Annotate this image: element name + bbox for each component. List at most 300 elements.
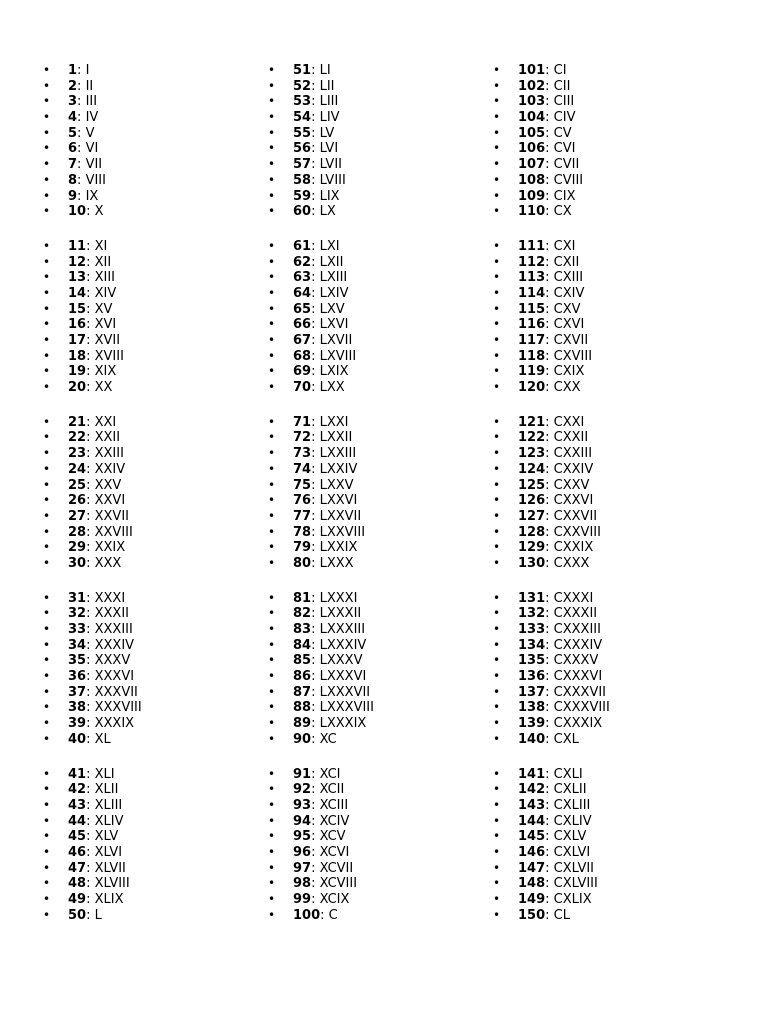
roman-numeral: CXXIV: [553, 461, 594, 477]
separator: :: [86, 876, 95, 892]
bullet-icon: •: [493, 907, 501, 922]
arabic-number: 55: [293, 125, 312, 141]
roman-numeral: C: [328, 907, 338, 923]
bullet-icon: •: [493, 78, 501, 93]
list-item: [268, 317, 488, 333]
roman-numeral: XXVIII: [94, 524, 133, 540]
arabic-number: 53: [293, 94, 312, 110]
list-item: [493, 415, 713, 431]
roman-numeral: XXI: [94, 414, 117, 430]
separator: :: [86, 254, 95, 270]
separator: :: [545, 461, 554, 477]
roman-numeral: XCVIII: [319, 876, 358, 892]
arabic-number: 10: [68, 204, 87, 220]
bullet-icon: •: [268, 782, 276, 797]
list-group: [43, 591, 263, 748]
arabic-number: 150: [518, 907, 546, 923]
bullet-icon: •: [493, 766, 501, 781]
list-item: [268, 798, 488, 814]
list-item: [493, 333, 713, 349]
arabic-number: 130: [518, 555, 546, 571]
separator: :: [545, 716, 554, 732]
separator: :: [545, 782, 554, 798]
roman-numeral: XIX: [94, 364, 117, 380]
roman-numeral: XV: [94, 301, 113, 317]
arabic-number: 138: [518, 700, 546, 716]
list-item: [493, 462, 713, 478]
separator: :: [545, 270, 554, 286]
bullet-icon: •: [43, 172, 51, 187]
arabic-number: 69: [293, 364, 312, 380]
list-item: [493, 270, 713, 286]
bullet-icon: •: [268, 716, 276, 731]
roman-numeral: CXLII: [553, 782, 587, 798]
list-item: [493, 700, 713, 716]
bullet-icon: •: [493, 285, 501, 300]
roman-numeral: LXXXII: [319, 606, 362, 622]
list-item: [268, 908, 488, 924]
bullet-icon: •: [43, 78, 51, 93]
separator: :: [311, 637, 320, 653]
list-item: [268, 622, 488, 638]
arabic-number: 119: [518, 364, 546, 380]
arabic-number: 73: [293, 446, 312, 462]
list-item: [493, 540, 713, 556]
list-item: [493, 876, 713, 892]
separator: :: [545, 766, 554, 782]
separator: :: [311, 653, 320, 669]
separator: :: [545, 78, 554, 94]
roman-numeral: CXX: [553, 380, 581, 396]
roman-numeral: LV: [319, 125, 335, 141]
separator: :: [545, 238, 554, 254]
bullet-icon: •: [493, 622, 501, 636]
list-item: [43, 79, 263, 95]
list-item: [493, 685, 713, 701]
bullet-icon: •: [43, 446, 51, 461]
bullet-icon: •: [43, 238, 51, 253]
roman-numeral: LXI: [319, 238, 340, 254]
separator: :: [545, 653, 554, 669]
list-item: [43, 908, 263, 924]
list-item: [268, 157, 488, 173]
bullet-icon: •: [493, 555, 501, 570]
roman-numeral: I: [85, 63, 90, 78]
separator: :: [311, 797, 320, 813]
bullet-icon: •: [268, 700, 276, 715]
list-item: [268, 349, 488, 365]
separator: :: [311, 606, 320, 622]
list-item: [493, 255, 713, 271]
bullet-icon: •: [493, 446, 501, 461]
list-item: [268, 540, 488, 556]
list-item: [268, 525, 488, 541]
separator: :: [311, 461, 320, 477]
bullet-icon: •: [493, 892, 501, 906]
separator: :: [86, 590, 95, 606]
arabic-number: 84: [293, 637, 312, 653]
roman-numeral: XXXVI: [94, 669, 135, 685]
list-item: [43, 876, 263, 892]
arabic-number: 75: [293, 477, 312, 493]
roman-numeral: LXXXVIII: [319, 700, 374, 716]
roman-numeral: CXIX: [553, 364, 585, 380]
arabic-number: 59: [293, 188, 312, 204]
list-group: [493, 767, 713, 924]
roman-numeral: CXXXI: [553, 590, 594, 606]
bullet-icon: •: [493, 860, 501, 875]
list-item: [268, 110, 488, 126]
separator: :: [311, 446, 320, 462]
bullet-icon: •: [493, 829, 501, 844]
separator: :: [86, 844, 95, 860]
roman-numeral: XXII: [94, 430, 121, 446]
separator: :: [86, 782, 95, 798]
list-item: [43, 845, 263, 861]
roman-numeral: CXXII: [553, 430, 589, 446]
arabic-number: 26: [68, 493, 87, 509]
arabic-number: 111: [518, 238, 546, 254]
arabic-number: 106: [518, 141, 546, 157]
separator: :: [311, 813, 320, 829]
arabic-number: 107: [518, 157, 546, 173]
arabic-number: 125: [518, 477, 546, 493]
arabic-number: 126: [518, 493, 546, 509]
separator: :: [545, 141, 554, 157]
bullet-icon: •: [493, 637, 501, 652]
bullet-icon: •: [268, 669, 276, 684]
roman-numeral: CXV: [553, 301, 581, 317]
list-item: [268, 716, 488, 732]
separator: :: [311, 590, 320, 606]
bullet-icon: •: [43, 590, 51, 605]
bullet-icon: •: [493, 317, 501, 332]
separator: :: [545, 622, 554, 637]
arabic-number: 122: [518, 430, 546, 446]
list-item: [268, 861, 488, 877]
arabic-number: 6: [68, 141, 78, 157]
arabic-number: 147: [518, 860, 546, 876]
arabic-number: 91: [293, 766, 312, 782]
roman-numeral: XXIX: [94, 540, 126, 556]
separator: :: [311, 188, 320, 204]
separator: :: [311, 524, 320, 540]
bullet-icon: •: [43, 333, 51, 347]
bullet-icon: •: [493, 606, 501, 621]
bullet-icon: •: [43, 301, 51, 316]
separator: :: [545, 348, 554, 364]
separator: :: [545, 813, 554, 829]
separator: :: [311, 876, 320, 892]
bullet-icon: •: [43, 157, 51, 172]
bullet-icon: •: [268, 364, 276, 379]
roman-numeral: CIX: [553, 188, 576, 204]
bullet-icon: •: [268, 555, 276, 570]
roman-numeral: VII: [85, 157, 103, 173]
arabic-number: 64: [293, 285, 312, 301]
bullet-icon: •: [493, 461, 501, 476]
bullet-icon: •: [493, 700, 501, 715]
separator: :: [545, 188, 554, 204]
roman-numeral: XXXV: [94, 653, 131, 669]
arabic-number: 88: [293, 700, 312, 716]
arabic-number: 41: [68, 766, 87, 782]
arabic-number: 145: [518, 829, 546, 845]
separator: :: [311, 782, 320, 798]
list-item: [268, 493, 488, 509]
list-item: [268, 63, 488, 79]
arabic-number: 140: [518, 731, 546, 747]
arabic-number: 87: [293, 684, 312, 700]
list-item: [43, 556, 263, 572]
list-item: [493, 493, 713, 509]
bullet-icon: •: [493, 477, 501, 492]
arabic-number: 21: [68, 414, 87, 430]
arabic-number: 56: [293, 141, 312, 157]
list-item: [268, 94, 488, 110]
separator: :: [545, 829, 554, 845]
separator: :: [545, 477, 554, 493]
roman-numeral: LXIX: [319, 364, 349, 380]
list-item: [43, 446, 263, 462]
bullet-icon: •: [268, 317, 276, 332]
bullet-icon: •: [268, 446, 276, 461]
arabic-number: 114: [518, 285, 546, 301]
separator: :: [545, 700, 554, 716]
separator: :: [311, 540, 320, 556]
separator: :: [311, 414, 320, 430]
arabic-number: 101: [518, 63, 546, 78]
bullet-icon: •: [268, 94, 276, 109]
arabic-number: 12: [68, 254, 87, 270]
separator: :: [311, 380, 320, 396]
separator: :: [545, 254, 554, 270]
list-group: [268, 767, 488, 924]
list-item: [493, 814, 713, 830]
list-item: [493, 126, 713, 142]
arabic-number: 7: [68, 157, 78, 173]
bullet-icon: •: [493, 157, 501, 172]
list-group: [43, 415, 263, 572]
separator: :: [77, 125, 86, 141]
arabic-number: 40: [68, 731, 87, 747]
arabic-number: 9: [68, 188, 78, 204]
roman-numeral: XII: [94, 254, 112, 270]
list-item: [43, 700, 263, 716]
bullet-icon: •: [43, 907, 51, 922]
arabic-number: 144: [518, 813, 546, 829]
roman-numeral: LXXV: [319, 477, 354, 493]
bullet-icon: •: [493, 172, 501, 187]
separator: :: [545, 876, 554, 892]
list-group: [493, 415, 713, 572]
arabic-number: 28: [68, 524, 87, 540]
list-item: [268, 509, 488, 525]
arabic-number: 42: [68, 782, 87, 798]
arabic-number: 25: [68, 477, 87, 493]
list-item: [493, 829, 713, 845]
separator: :: [545, 508, 554, 524]
arabic-number: 35: [68, 653, 87, 669]
roman-numeral: CXXX: [553, 555, 590, 571]
separator: :: [311, 477, 320, 493]
roman-numeral: III: [85, 94, 98, 110]
list-item: [268, 415, 488, 431]
separator: :: [86, 637, 95, 653]
list-item: [493, 204, 713, 220]
roman-numeral: IX: [85, 188, 99, 204]
roman-numeral: CXVII: [553, 333, 589, 348]
roman-numeral: LXXII: [319, 430, 353, 446]
bullet-icon: •: [493, 669, 501, 684]
arabic-number: 137: [518, 684, 546, 700]
arabic-number: 143: [518, 797, 546, 813]
bullet-icon: •: [268, 110, 276, 125]
roman-numeral: CXXXIX: [553, 716, 603, 732]
roman-numeral: XXV: [94, 477, 122, 493]
roman-numeral: CXXXIII: [553, 622, 601, 637]
arabic-number: 99: [293, 892, 312, 907]
list-item: [493, 94, 713, 110]
arabic-number: 128: [518, 524, 546, 540]
bullet-icon: •: [268, 590, 276, 605]
separator: :: [86, 555, 95, 571]
separator: :: [545, 540, 554, 556]
list-item: [43, 204, 263, 220]
bullet-icon: •: [493, 348, 501, 363]
roman-numeral: XVI: [94, 317, 117, 333]
bullet-icon: •: [268, 907, 276, 922]
roman-numeral: CXLI: [553, 766, 583, 782]
separator: :: [545, 731, 554, 747]
arabic-number: 22: [68, 430, 87, 446]
arabic-number: 51: [293, 63, 312, 78]
bullet-icon: •: [268, 493, 276, 508]
list-item: [493, 732, 713, 748]
arabic-number: 47: [68, 860, 87, 876]
arabic-number: 19: [68, 364, 87, 380]
bullet-icon: •: [268, 78, 276, 93]
arabic-number: 142: [518, 782, 546, 798]
bullet-icon: •: [268, 238, 276, 253]
roman-numeral: LXXVIII: [319, 524, 366, 540]
list-item: [43, 462, 263, 478]
arabic-number: 52: [293, 78, 312, 94]
bullet-icon: •: [43, 555, 51, 570]
arabic-number: 97: [293, 860, 312, 876]
arabic-number: 20: [68, 380, 87, 396]
bullet-icon: •: [268, 860, 276, 875]
roman-numeral: CXXV: [553, 477, 590, 493]
list-item: [43, 798, 263, 814]
roman-numeral: CI: [553, 63, 567, 78]
arabic-number: 86: [293, 669, 312, 685]
roman-numeral: LXXXIV: [319, 637, 367, 653]
separator: :: [311, 204, 320, 220]
arabic-number: 71: [293, 414, 312, 430]
roman-numeral: CIV: [553, 110, 576, 126]
bullet-icon: •: [493, 590, 501, 605]
bullet-icon: •: [43, 860, 51, 875]
arabic-number: 8: [68, 172, 78, 188]
list-item: [43, 829, 263, 845]
separator: :: [545, 446, 554, 462]
arabic-number: 38: [68, 700, 87, 716]
list-item: [268, 700, 488, 716]
arabic-number: 61: [293, 238, 312, 254]
list-group: [268, 239, 488, 396]
separator: :: [545, 125, 554, 141]
list-item: [43, 525, 263, 541]
list-item: [43, 286, 263, 302]
arabic-number: 45: [68, 829, 87, 845]
list-item: [493, 110, 713, 126]
list-item: [43, 814, 263, 830]
separator: :: [545, 157, 554, 173]
roman-numeral: LVII: [319, 157, 342, 173]
list-item: [268, 653, 488, 669]
arabic-number: 146: [518, 844, 546, 860]
roman-numeral: LXXXVI: [319, 669, 367, 685]
bullet-icon: •: [268, 684, 276, 699]
separator: :: [311, 364, 320, 380]
arabic-number: 115: [518, 301, 546, 317]
separator: :: [545, 430, 554, 446]
bullet-icon: •: [493, 141, 501, 156]
separator: :: [545, 204, 554, 220]
separator: :: [86, 892, 95, 907]
list-item: [43, 317, 263, 333]
list-item: [268, 556, 488, 572]
roman-numeral: CXXVIII: [553, 524, 601, 540]
roman-numeral: XCV: [319, 829, 346, 845]
roman-numeral: LXVIII: [319, 348, 357, 364]
roman-numeral: CXLIV: [553, 813, 592, 829]
list-item: [43, 349, 263, 365]
roman-numeral: XCVI: [319, 844, 350, 860]
bullet-icon: •: [43, 782, 51, 797]
separator: :: [86, 380, 95, 396]
arabic-number: 95: [293, 829, 312, 845]
arabic-number: 139: [518, 716, 546, 732]
separator: :: [86, 364, 95, 380]
roman-numeral: CXXI: [553, 414, 585, 430]
bullet-icon: •: [493, 380, 501, 395]
separator: :: [311, 829, 320, 845]
list-item: [43, 189, 263, 205]
roman-numeral: XLVI: [94, 844, 123, 860]
arabic-number: 66: [293, 317, 312, 333]
separator: :: [311, 157, 320, 173]
arabic-number: 29: [68, 540, 87, 556]
bullet-icon: •: [43, 188, 51, 203]
roman-numeral: CXLIX: [553, 892, 592, 907]
list-item: [268, 591, 488, 607]
list-item: [493, 79, 713, 95]
roman-numeral: CXXXVIII: [553, 700, 610, 716]
arabic-number: 27: [68, 508, 87, 524]
bullet-icon: •: [43, 204, 51, 219]
arabic-number: 5: [68, 125, 78, 141]
bullet-icon: •: [43, 141, 51, 156]
roman-numeral: XI: [94, 238, 108, 254]
roman-numeral: CXLVIII: [553, 876, 598, 892]
list-item: [493, 591, 713, 607]
roman-numeral: VI: [85, 141, 99, 157]
list-item: [268, 876, 488, 892]
bullet-icon: •: [493, 731, 501, 746]
list-item: [268, 126, 488, 142]
